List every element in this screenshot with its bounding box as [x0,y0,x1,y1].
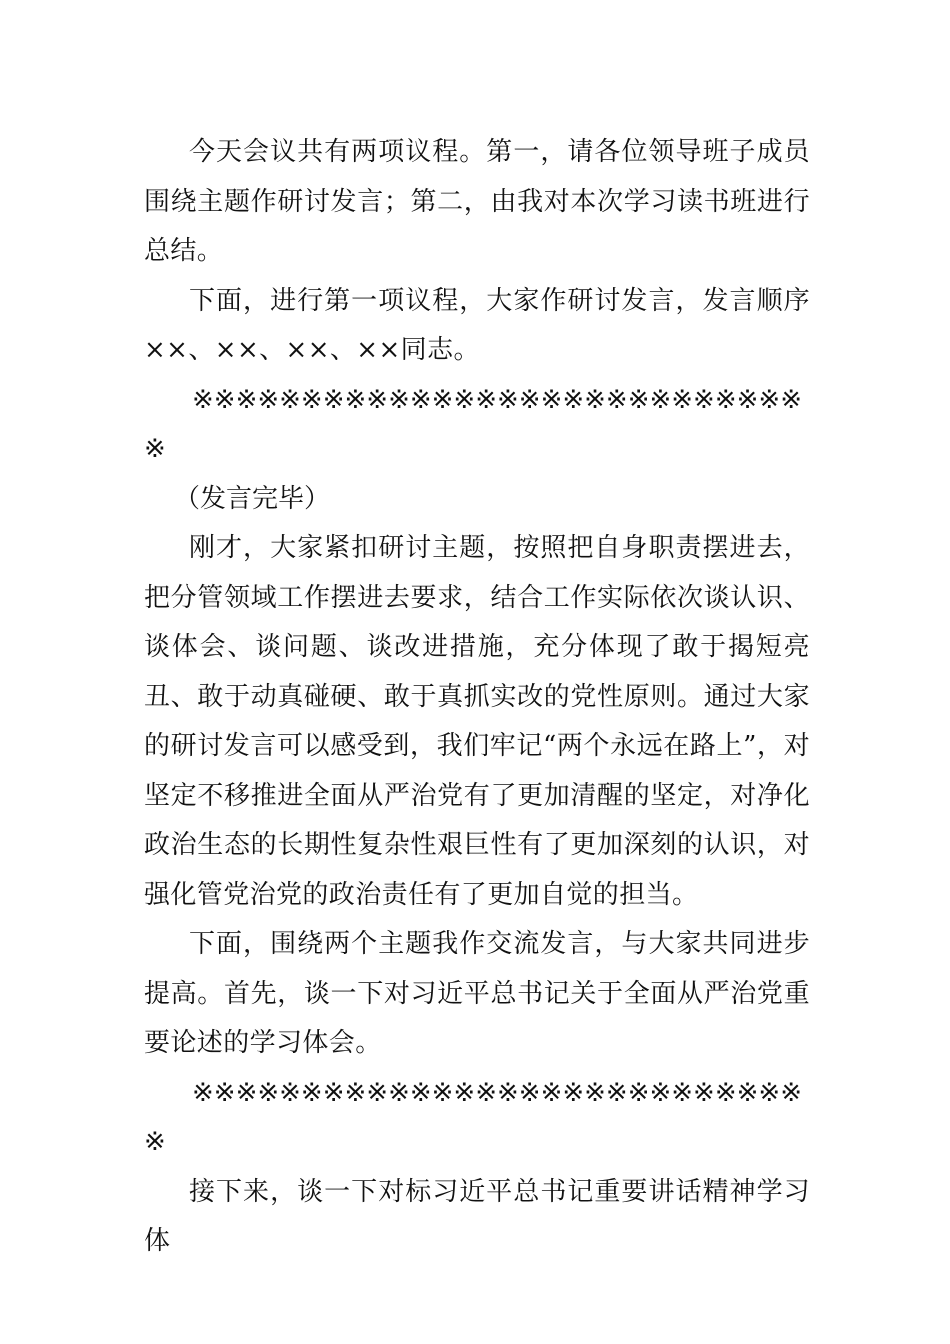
speech-finished-note: （发言完毕） [174,483,331,514]
document-body [144,128,810,1267]
paragraph-exchange: 下面，围绕两个主题我作交流发言，与大家共同进步提高。首先，谈一下对习近平总书记关于全面从严治党重要论述的学习体会。 [144,929,810,1058]
paragraph-summary: 刚才，大家紧扣研讨主题，按照把自身职责摆进去，把分管领域工作摆进去要求，结合工作实际依次谈认识、谈体会、谈问题、谈改进措施，充分体现了敢于揭短亮丑、敢于动真碰硬、敢于真抓实改的党性原则。通过大家的研讨发言可以感受到，我们牢记“两个永远在路上”，对坚定不移推进全面从严治党有了更加清醒的坚定，对净化政治生态的长期性复杂性艰巨性有了更加深刻的认识，对强化管党治党的政治责任有了更加自觉的担当。 [144,533,810,910]
paragraph-next: 接下来，谈一下对标习近平总书记重要讲话精神学习体 [144,1176,810,1256]
separator-symbols: ※※※※※※※※※※※※※※※※※※※※※※※※※※※※※ [144,384,802,464]
separator-symbols: ※※※※※※※※※※※※※※※※※※※※※※※※※※※※※ [144,1077,802,1157]
paragraph-first-item: 下面，进行第一项议程，大家作研讨发言，发言顺序××、××、××、××同志。 [144,285,810,365]
paragraph-agenda: 今天会议共有两项议程。第一，请各位领导班子成员围绕主题作研讨发言；第二，由我对本次学习读书班进行总结。 [144,137,810,266]
